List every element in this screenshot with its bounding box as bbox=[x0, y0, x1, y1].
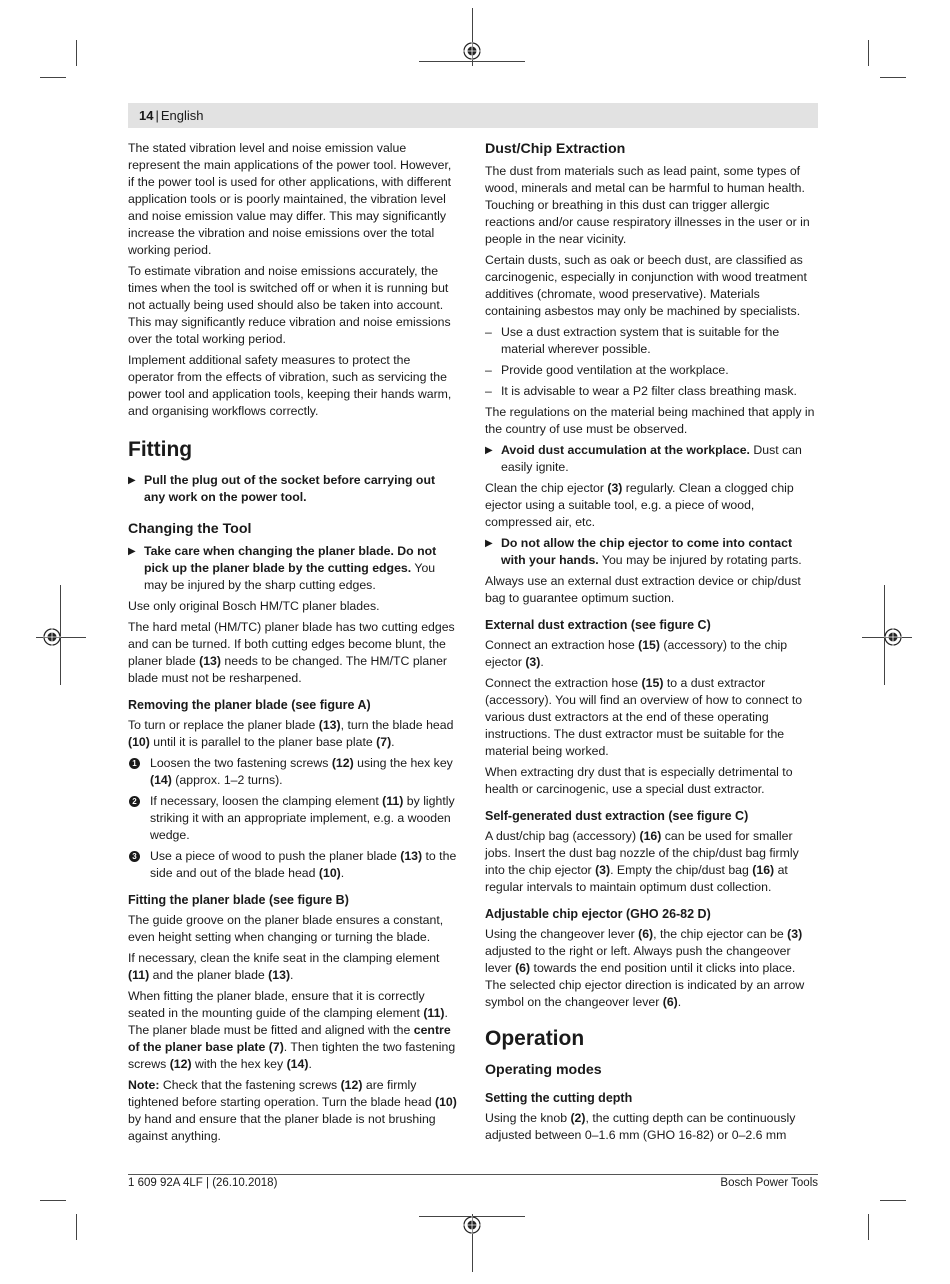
self-extraction-heading: Self-generated dust extraction (see figure C) bbox=[485, 809, 749, 823]
footer-doc-code: 1 609 92A 4LF | (26.10.2018) bbox=[128, 1177, 278, 1189]
cutting-depth-heading: Setting the cutting depth bbox=[485, 1091, 633, 1105]
dash-item bbox=[485, 362, 818, 379]
text-run: Using the knob bbox=[485, 1111, 571, 1125]
text-run: by hand and ensure that the planer blade is not brushing against anything. bbox=[128, 1112, 436, 1143]
part-ref: (3) bbox=[607, 481, 623, 495]
vibration-paragraph: The stated vibration level and noise emission value represent the main applications of the power tool. However, if the power tool is used for other applications, with different application tools or is poorly maintained, the vibration level and noise emission value may differ. This may significantly increase the vibration and noise emissions over the total working period. bbox=[128, 141, 452, 257]
left-column bbox=[128, 140, 459, 1149]
text-run: Using the changeover lever bbox=[485, 927, 639, 941]
note-label: Note: bbox=[128, 1078, 160, 1092]
adjustable-ejector-heading: Adjustable chip ejector (GHO 26-82 D) bbox=[485, 907, 711, 921]
registration-target-icon bbox=[463, 42, 481, 60]
part-ref: (6) bbox=[515, 961, 531, 975]
part-ref: (13) bbox=[268, 968, 291, 982]
text-run: , the chip ejector can be bbox=[653, 927, 788, 941]
regulations-paragraph: The regulations on the material being machined that apply in the country of use must be observed. bbox=[485, 405, 815, 436]
step-1 bbox=[128, 755, 459, 789]
note-paragraph bbox=[128, 1077, 459, 1145]
part-ref: (13) bbox=[318, 718, 341, 732]
crop-mark bbox=[40, 77, 66, 78]
text-run: regularly. Clean a clogged chip ejector using a suitable tool, e.g. a piece of wood, compressed air, etc. bbox=[485, 481, 794, 529]
connect-hose-paragraph bbox=[485, 637, 818, 671]
part-ref: (6) bbox=[638, 927, 654, 941]
operating-modes-heading: Operating modes bbox=[485, 1062, 602, 1078]
arrow-icon: ▶ bbox=[128, 546, 136, 557]
part-ref: (6) bbox=[662, 995, 678, 1009]
arrow-icon: ▶ bbox=[485, 538, 493, 549]
part-ref: (12) bbox=[340, 1078, 363, 1092]
cutting-depth-paragraph bbox=[485, 1110, 818, 1144]
text-run: . Then tighten the two fastening screws bbox=[128, 1040, 456, 1071]
part-ref: (11) bbox=[382, 794, 404, 808]
text-run: Provide good ventilation at the workplace. bbox=[501, 363, 729, 377]
part-ref: (15) bbox=[638, 638, 660, 652]
text-run: using the hex key bbox=[353, 756, 453, 770]
text-run: . The planer blade must be fitted and aligned with the bbox=[128, 1006, 448, 1037]
part-ref: (3) bbox=[525, 655, 541, 669]
text-run: (approx. 1–2 turns). bbox=[171, 773, 283, 787]
part-ref: (10) bbox=[318, 866, 341, 880]
blade-warning-text: You may be injured by the sharp cutting edges. bbox=[144, 561, 436, 592]
text-run: . bbox=[391, 735, 395, 749]
part-ref: (11) bbox=[423, 1006, 445, 1020]
step-number-icon: 2 bbox=[129, 796, 140, 807]
part-ref: (10) bbox=[128, 735, 150, 749]
dash-item bbox=[485, 324, 818, 358]
fitting-warning bbox=[128, 472, 459, 506]
registration-line bbox=[419, 61, 525, 62]
text-run: . bbox=[540, 655, 544, 669]
dust-bag-paragraph bbox=[485, 828, 818, 896]
dash-glyph: – bbox=[485, 363, 492, 377]
hm-blade-paragraph bbox=[128, 619, 459, 687]
text-run: It is advisable to wear a P2 filter class breathing mask. bbox=[501, 384, 797, 398]
fitting-warning-text: Pull the plug out of the socket before carrying out any work on the power tool. bbox=[144, 473, 436, 504]
part-ref: (3) bbox=[595, 863, 611, 877]
part-ref: (3) bbox=[787, 927, 803, 941]
text-run: , turn the blade head bbox=[340, 718, 454, 732]
part-ref: (10) bbox=[434, 1095, 457, 1109]
text-run: You may be injured by rotating parts. bbox=[598, 553, 802, 567]
text-run: (accessory) to the chip ejector bbox=[485, 638, 788, 669]
safety-measures-paragraph: Implement additional safety measures to protect the operator from the effects of vibration, such as servicing the power tool and application tools, keeping their hands warm, and organising workflows correctly. bbox=[128, 353, 452, 418]
text-run: When fitting the planer blade, ensure that it is correctly seated in the mounting guide of the clamping element bbox=[128, 989, 425, 1020]
dash-item bbox=[485, 383, 818, 400]
carcinogenic-dust-paragraph: Certain dusts, such as oak or beech dust, are classified as carcinogenic, especially in conjunction with wood treatment additives (chromate, wood preservative). Materials containing asbestos may only be machined by specialists. bbox=[485, 253, 807, 318]
step-number-icon: 1 bbox=[129, 758, 140, 769]
special-extractor-paragraph: When extracting dry dust that is especially detrimental to health or carcinogenic, use a special dust extractor. bbox=[485, 765, 793, 796]
bold-run: Avoid dust accumulation at the workplace. bbox=[501, 443, 750, 457]
part-ref: (12) bbox=[331, 756, 354, 770]
dash-glyph: – bbox=[485, 384, 492, 398]
arrow-icon: ▶ bbox=[485, 445, 493, 456]
text-run: needs to be changed. The HM/TC planer blade must not be resharpened. bbox=[128, 654, 448, 685]
dash-glyph: – bbox=[485, 325, 492, 339]
text-run: towards the end position until it clicks into place. The selected chip ejector direction is indicated by an arrow symbol on the changeover lever bbox=[485, 961, 805, 1009]
chip-ejector-warning bbox=[485, 535, 818, 569]
text-run: at regular intervals to maintain optimum dust collection. bbox=[485, 863, 788, 894]
dust-extractor-paragraph bbox=[485, 675, 818, 760]
fitting-alignment-paragraph bbox=[128, 988, 459, 1073]
crop-mark bbox=[76, 40, 77, 66]
text-run: . bbox=[308, 1057, 312, 1071]
part-ref: (11) bbox=[128, 968, 150, 982]
arrow-icon: ▶ bbox=[128, 475, 136, 486]
clean-knife-seat-paragraph bbox=[128, 950, 459, 984]
registration-target-icon bbox=[884, 628, 902, 646]
text-run: , the cutting depth can be continuously adjusted between 0–1.6 mm (GHO 16-82) or 0–2.6 mm bbox=[485, 1111, 796, 1142]
blade-warning bbox=[128, 543, 459, 594]
part-ref: (7) bbox=[376, 735, 392, 749]
part-ref: (12) bbox=[169, 1057, 192, 1071]
text-run: can be used for smaller jobs. Insert the dust bag nozzle of the chip/dust bag firmly into the chip ejector bbox=[485, 829, 799, 877]
text-run: Clean the chip ejector bbox=[485, 481, 608, 495]
crop-mark bbox=[40, 1200, 66, 1201]
text-run: . Empty the chip/dust bag bbox=[610, 863, 753, 877]
part-ref: (14) bbox=[286, 1057, 309, 1071]
emission-estimate-paragraph: To estimate vibration and noise emissions accurately, the times when the tool is switched off or when it is running but not actually being used should also be taken into account. This may significantly reduce vibration and noise emissions over the total working period. bbox=[128, 264, 451, 346]
guide-groove-paragraph: The guide groove on the planer blade ensures a constant, even height setting when changing or turning the blade. bbox=[128, 913, 444, 944]
part-ref: (2) bbox=[570, 1111, 586, 1125]
clean-ejector-paragraph bbox=[485, 480, 818, 531]
header-separator: | bbox=[155, 108, 159, 123]
external-extraction-heading: External dust extraction (see figure C) bbox=[485, 618, 711, 632]
changing-tool-heading: Changing the Tool bbox=[128, 521, 252, 537]
suction-paragraph: Always use an external dust extraction device or chip/dust bag to guarantee optimum suction. bbox=[485, 574, 801, 605]
fitting-heading: Fitting bbox=[128, 438, 193, 461]
text-run: Use a dust extraction system that is suitable for the material wherever possible. bbox=[501, 325, 780, 356]
step-3 bbox=[128, 848, 459, 882]
removing-blade-heading: Removing the planer blade (see figure A) bbox=[128, 698, 371, 712]
text-run: Loosen the two fastening screws bbox=[150, 756, 332, 770]
bold-run: Do not allow the chip ejector to come into contact with your hands. bbox=[501, 536, 793, 567]
crop-mark bbox=[880, 1200, 906, 1201]
fitting-blade-heading: Fitting the planer blade (see figure B) bbox=[128, 893, 349, 907]
text-run: Dust can easily ignite. bbox=[501, 443, 802, 474]
text-run: with the hex key bbox=[191, 1057, 287, 1071]
text-run: If necessary, loosen the clamping element bbox=[150, 794, 383, 808]
text-run: and the planer blade bbox=[149, 968, 269, 982]
part-ref: (13) bbox=[400, 849, 423, 863]
page-header bbox=[128, 103, 818, 128]
part-ref: (16) bbox=[639, 829, 662, 843]
text-run: to the side and out of the blade head bbox=[150, 849, 457, 880]
registration-target-icon bbox=[43, 628, 61, 646]
step-2 bbox=[128, 793, 459, 844]
footer-divider bbox=[128, 1174, 818, 1175]
part-ref: (14) bbox=[150, 773, 172, 787]
crop-mark bbox=[76, 1214, 77, 1240]
operation-heading: Operation bbox=[485, 1027, 585, 1050]
dust-accumulation-warning bbox=[485, 442, 818, 476]
crop-mark bbox=[868, 1214, 869, 1240]
right-column bbox=[485, 140, 818, 1148]
text-run: . bbox=[340, 866, 345, 880]
dust-hazard-paragraph: The dust from materials such as lead paint, some types of wood, minerals and metal can be harmful to human health. Touching or breathing in this dust can trigger allergic reactions and/or cause respiratory illnesses in the user or in people in the near vicinity. bbox=[485, 164, 810, 246]
crop-mark bbox=[880, 77, 906, 78]
text-run: are firmly tightened before starting operation. Turn the blade head bbox=[128, 1078, 435, 1109]
text-run: until it is parallel to the planer base plate bbox=[149, 735, 377, 749]
dust-extraction-heading: Dust/Chip Extraction bbox=[485, 141, 626, 157]
blade-warning-bold: Take care when changing the planer blade. Do not pick up the planer blade by the cutting edges. bbox=[144, 544, 437, 575]
text-run: If necessary, clean the knife seat in the clamping element bbox=[128, 951, 440, 965]
registration-target-icon bbox=[463, 1216, 481, 1234]
text-run: Connect the extraction hose bbox=[485, 676, 642, 690]
step-number-icon: 3 bbox=[129, 851, 140, 862]
page-number: 14 bbox=[139, 108, 154, 123]
text-run: by lightly striking it with an appropriate implement, e.g. a wooden wedge. bbox=[150, 794, 455, 842]
footer-brand: Bosch Power Tools bbox=[720, 1177, 818, 1189]
text-run: . bbox=[677, 995, 682, 1009]
header-language: English bbox=[160, 108, 204, 123]
text-run: adjusted to the right or left. Always push the changeover lever bbox=[485, 944, 791, 975]
part-ref: (15) bbox=[641, 676, 664, 690]
text-run: to a dust extractor (accessory). You will find an overview of how to connect to various dust extractors at the end of these operating instructions. The dust extractor must be suitable for the material being worked. bbox=[485, 676, 803, 758]
part-ref: (13) bbox=[199, 654, 221, 668]
text-run: Connect an extraction hose bbox=[485, 638, 639, 652]
bold-run: centre of the planer base plate (7) bbox=[128, 1023, 451, 1054]
text-run: A dust/chip bag (accessory) bbox=[485, 829, 640, 843]
text-run: Use a piece of wood to push the planer blade bbox=[150, 849, 401, 863]
removing-paragraph bbox=[128, 717, 459, 751]
crop-mark bbox=[868, 40, 869, 66]
text-run: . bbox=[290, 968, 294, 982]
changeover-lever-paragraph bbox=[485, 926, 818, 1011]
text-run: The hard metal (HM/TC) planer blade has two cutting edges and can be turned. If both cutting edges become blunt, the planer blade bbox=[128, 620, 455, 668]
part-ref: (16) bbox=[752, 863, 775, 877]
original-blades-paragraph: Use only original Bosch HM/TC planer blades. bbox=[128, 599, 380, 613]
text-run: Check that the fastening screws bbox=[159, 1078, 341, 1092]
text-run: To turn or replace the planer blade bbox=[128, 718, 319, 732]
